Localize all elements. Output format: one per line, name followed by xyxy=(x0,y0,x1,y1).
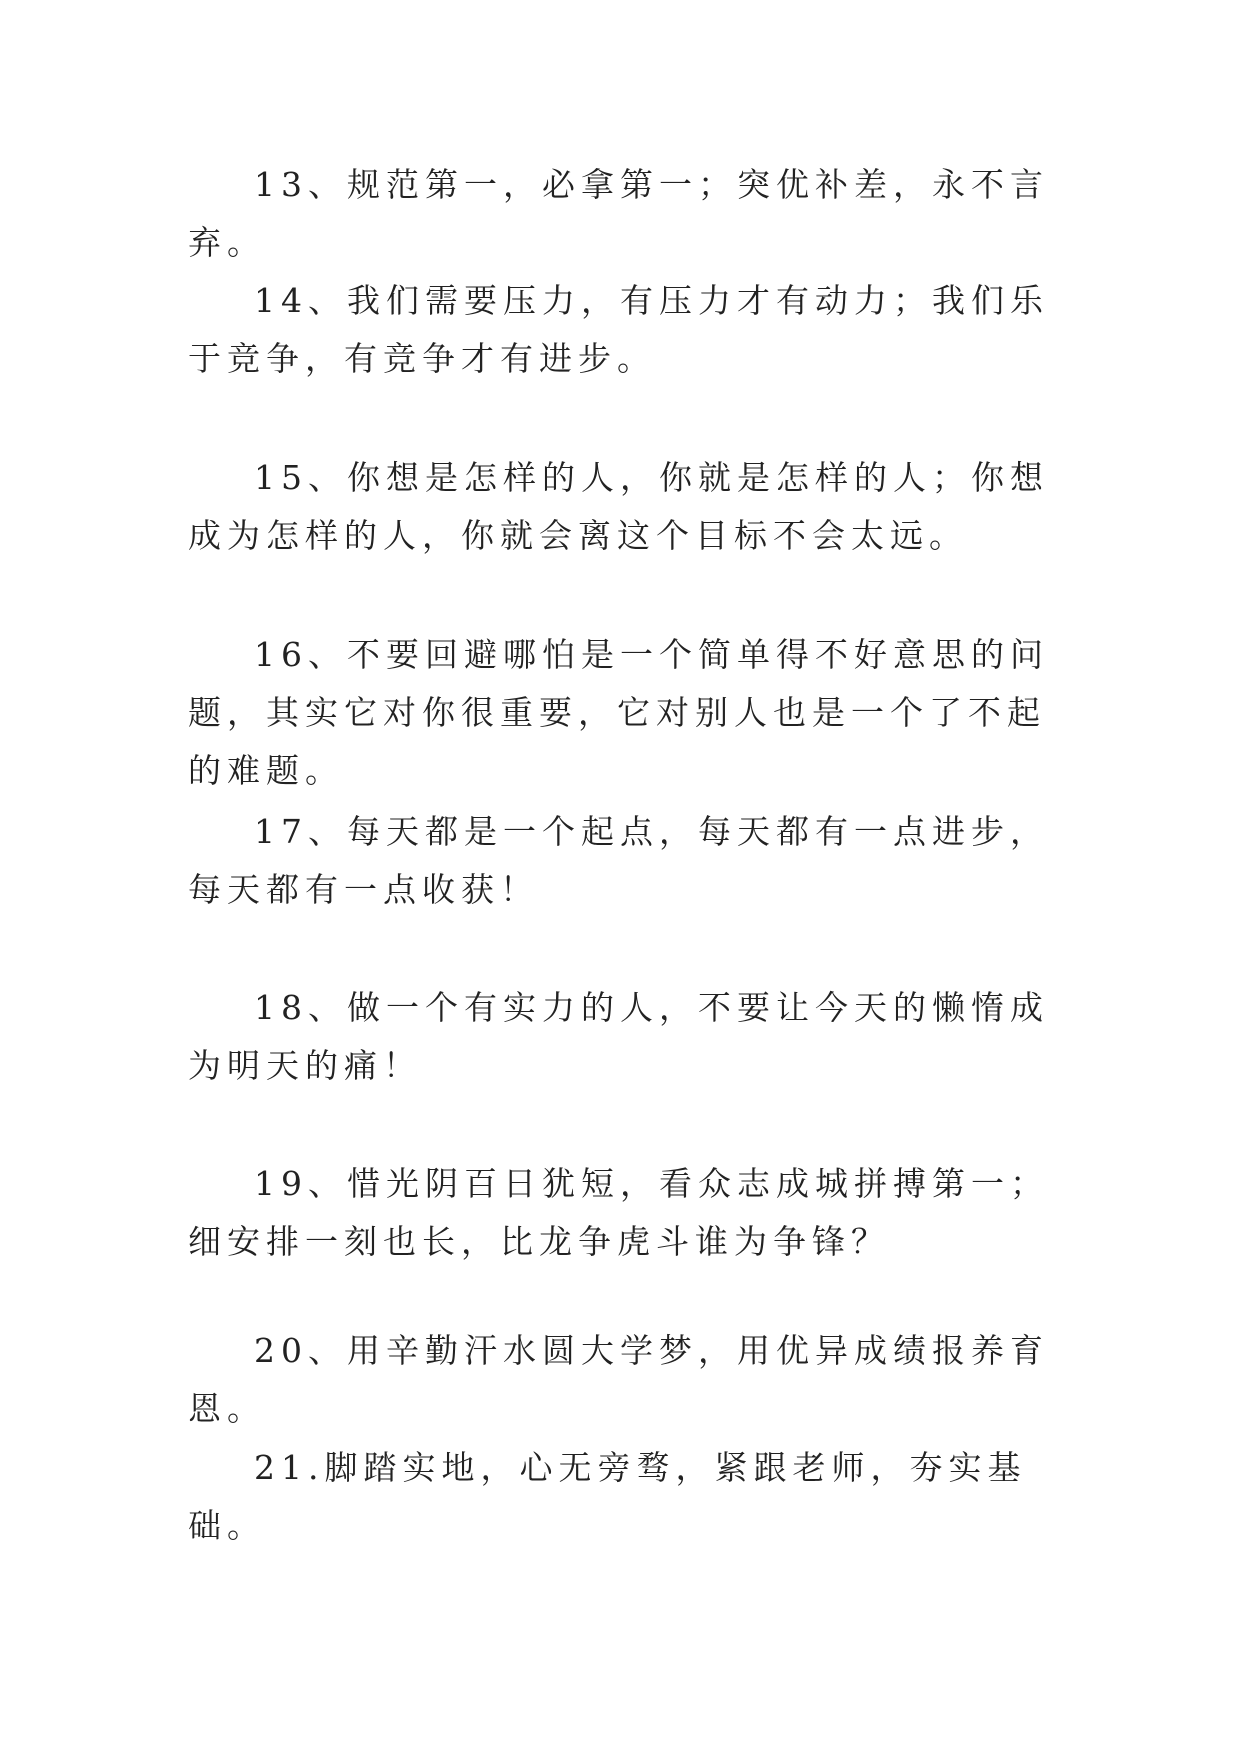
paragraph-17: 17、每天都是一个起点，每天都有一点进步，每天都有一点收获！ xyxy=(188,812,1049,909)
paragraph-13: 13、规范第一，必拿第一；突优补差，永不言弃。 xyxy=(188,165,1049,262)
paragraph-16: 16、不要回避哪怕是一个简单得不好意思的问题，其实它对你很重要，它对别人也是一个了不起的难题。 xyxy=(188,635,1049,790)
paragraph-14: 14、我们需要压力，有压力才有动力；我们乐于竞争，有竞争才有进步。 xyxy=(188,281,1049,378)
paragraph-21: 21.脚踏实地，心无旁骛，紧跟老师，夯实基础。 xyxy=(188,1448,1027,1545)
paragraph-19: 19、惜光阴百日犹短，看众志成城拼搏第一；细安排一刻也长，比龙争虎斗谁为争锋？ xyxy=(188,1164,1049,1261)
paragraph-18: 18、做一个有实力的人，不要让今天的懒惰成为明天的痛！ xyxy=(188,988,1049,1085)
paragraph-20: 20、用辛勤汗水圆大学梦，用优异成绩报养育恩。 xyxy=(188,1331,1049,1428)
paragraph-15: 15、你想是怎样的人，你就是怎样的人；你想成为怎样的人，你就会离这个目标不会太远。 xyxy=(188,458,1049,555)
